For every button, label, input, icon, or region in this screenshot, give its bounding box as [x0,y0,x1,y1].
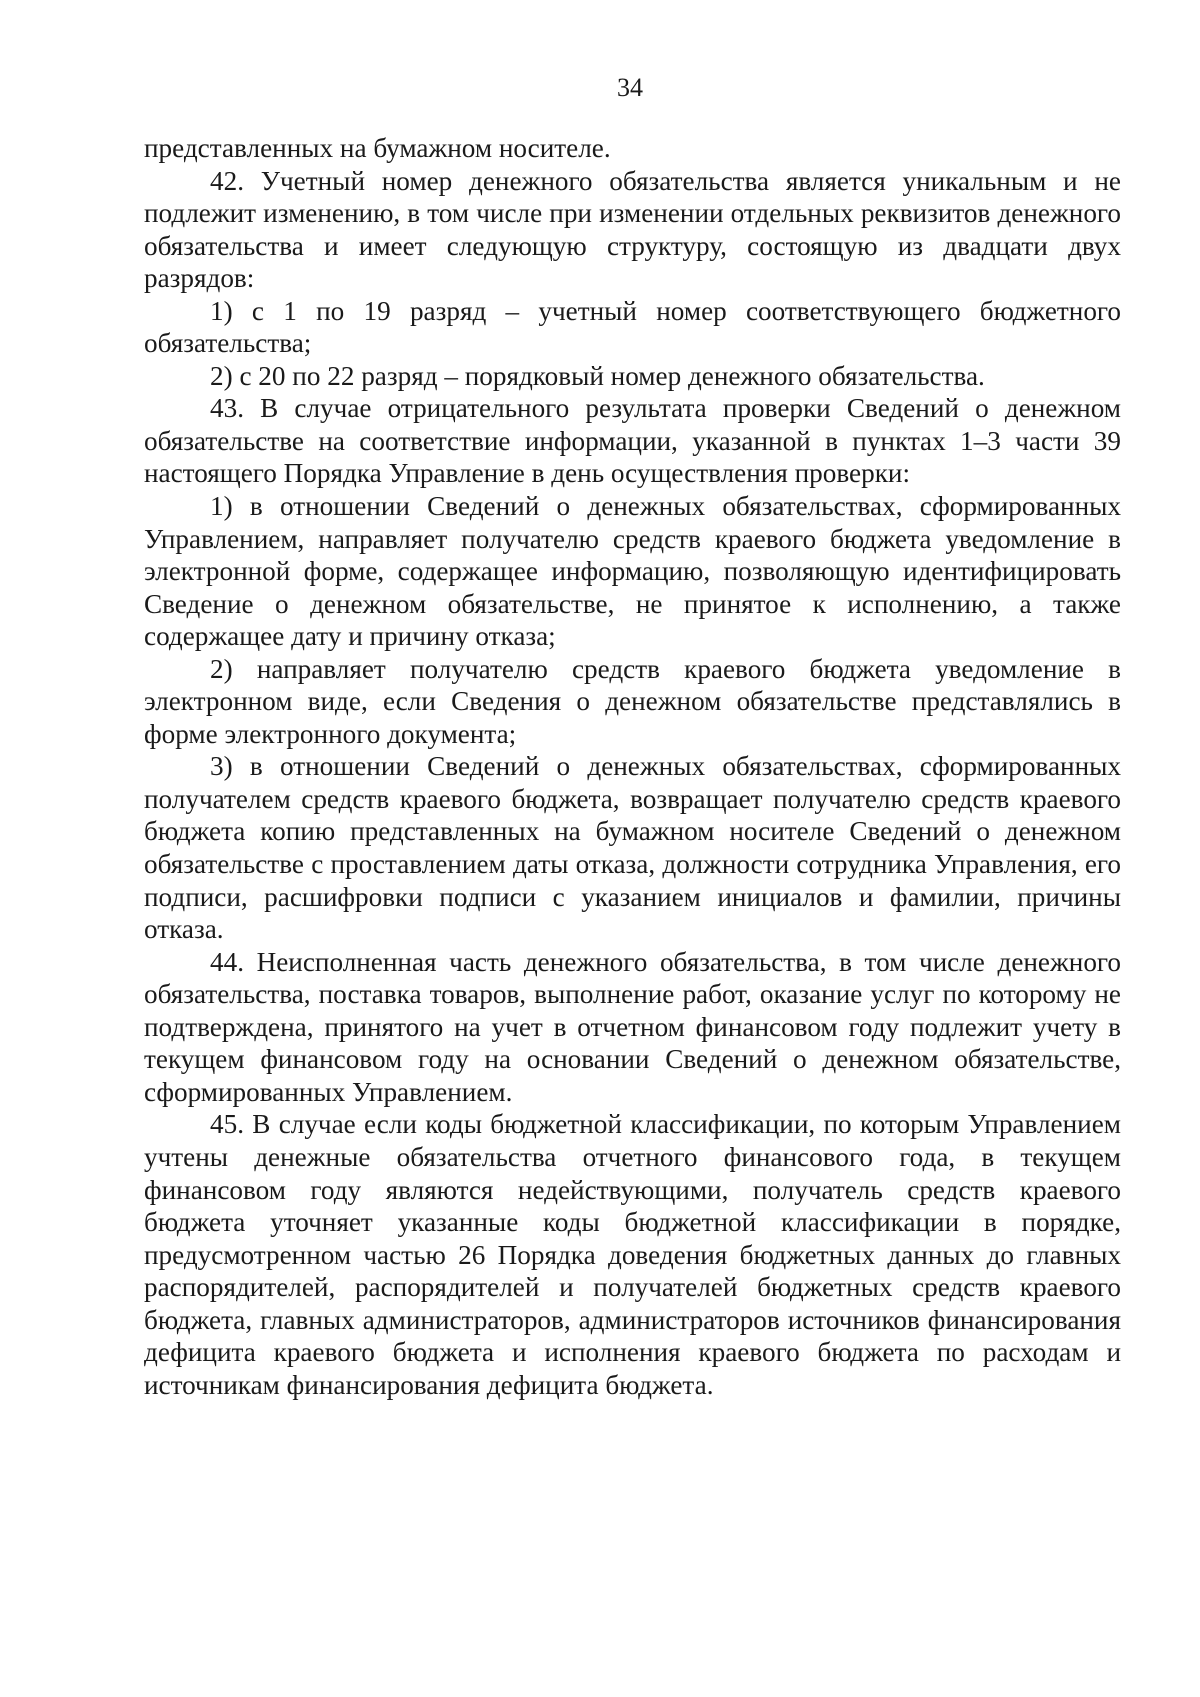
page-number: 34 [617,73,643,102]
paragraph-42-item-2: 2) с 20 по 22 разряд – порядковый номер денежного обязательства. [210,360,985,391]
paragraph-43-item-2: 2) направляет получателю средств краевого бюджета уведомление в электронном виде, если Сведения о денежном обязательстве представлялись в форме электронного документа; [144,653,1121,749]
document-body [144,132,1121,1401]
paragraph-43-item-3: 3) в отношении Сведений о денежных обязательствах, сформированных получателем средств краевого бюджета, возвращает получателю средств краевого бюджета копию представленных на бумажном носителе Сведений о денежном обязательстве с проставлением даты отказа, должности сотрудника Управления, его подписи, расшифровки подписи с указанием инициалов и фамилии, причины отказа. [144,751,1121,945]
paragraph-44: 44. Неисполненная часть денежного обязательства, в том числе денежного обязательства, поставка товаров, выполнение работ, оказание услуг по которому не подтверждена, принятого на учет в отчетном финансовом году подлежит учету в текущем финансовом году на основании Сведений о денежном обязательстве, сформированных Управлением. [144,946,1121,1107]
paragraph-43: 43. В случае отрицательного результата проверки Сведений о денежном обязательстве на соответствие информации, указанной в пунктах 1–3 части 39 настоящего Порядка Управление в день осуществления проверки: [144,393,1121,489]
paragraph-continuation: представленных на бумажном носителе. [144,133,611,163]
paragraph-42: 42. Учетный номер денежного обязательства является уникальным и не подлежит изменению, в том числе при изменении отдельных реквизитов денежного обязательства и имеет следующую структуру, состоящую из двадцати двух разрядов: [144,165,1121,294]
paragraph-42-item-1: 1) с 1 по 19 разряд – учетный номер соответствующего бюджетного обязательства; [144,295,1121,359]
paragraph-45: 45. В случае если коды бюджетной классификации, по которым Управлением учтены денежные обязательства отчетного финансового года, в текущем финансовом году являются недействующими, получатель средств краевого бюджета уточняет указанные коды бюджетной классификации в порядке, предусмотренном частью 26 Порядка доведения бюджетных данных до главных распорядителей, распорядителей и получателей бюджетных средств краевого бюджета, главных администраторов, администраторов источников финансирования дефицита краевого бюджета и исполнения краевого бюджета по расходам и источникам финансирования дефицита бюджета. [144,1109,1121,1400]
paragraph-43-item-1: 1) в отношении Сведений о денежных обязательствах, сформированных Управлением, направляет получателю средств краевого бюджета уведомление в электронной форме, содержащее информацию, позволяющую идентифицировать Сведение о денежном обязательстве, не принятое к исполнению, а также содержащее дату и причину отказа; [144,491,1121,652]
